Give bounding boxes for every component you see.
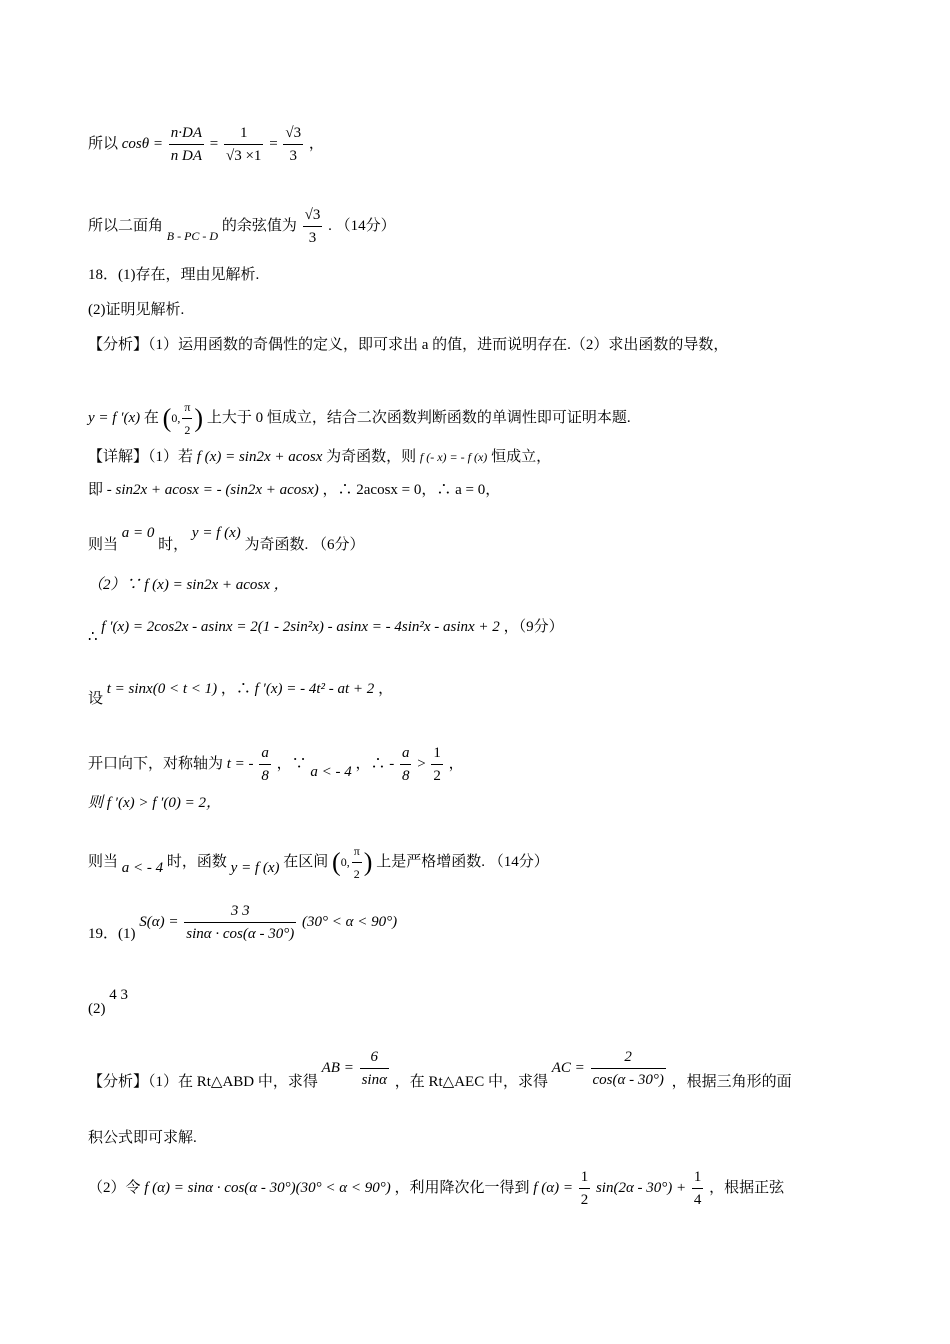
math: = bbox=[269, 135, 278, 152]
paren-close: ) bbox=[194, 403, 204, 433]
text: ， bbox=[308, 135, 324, 152]
fraction-numerator: 3 3 bbox=[230, 903, 250, 919]
line-cos-theta bbox=[88, 122, 324, 167]
fraction-numerator: 6 bbox=[370, 1049, 379, 1065]
fraction-numerator: √3 bbox=[285, 125, 302, 141]
text: 设 bbox=[88, 691, 104, 707]
line-detail-3 bbox=[88, 522, 365, 556]
line-area-formula: 积公式即可求解. bbox=[88, 1130, 197, 1146]
fraction-denominator: 2 bbox=[352, 862, 362, 885]
radicand: 3 bbox=[312, 207, 321, 223]
fraction bbox=[591, 1046, 666, 1091]
text: (2) bbox=[88, 1001, 106, 1017]
text: （2）令 bbox=[88, 1179, 141, 1196]
fraction-denominator: 3 bbox=[303, 226, 323, 249]
text: 则当 bbox=[88, 853, 119, 870]
line-analysis-1: 【分析】（1）运用函数的奇偶性的定义，即可求出 a 的值，进而说明存在.（2）求出函数的导数， bbox=[88, 337, 729, 353]
text: 【分析】（1）在 Rt△ABD 中，求得 bbox=[88, 1073, 318, 1090]
line-derivative-interval bbox=[88, 396, 631, 441]
math: a < - 4 bbox=[121, 859, 164, 876]
text: 所以 bbox=[88, 135, 119, 152]
math: y = f ′(x) bbox=[88, 409, 141, 426]
fraction-numerator: π bbox=[184, 400, 191, 414]
fraction bbox=[400, 742, 412, 787]
radicand: 3 ×1 bbox=[234, 148, 262, 164]
line-conclusion bbox=[88, 840, 549, 885]
math: AB = bbox=[321, 1059, 354, 1076]
math: - sin2x + acosx = - (sin2x + acosx) bbox=[106, 482, 319, 498]
line-part2-start: （2）∵ f (x) = sin2x + acosx ， bbox=[88, 577, 289, 593]
text: ，利用降次化一得到 bbox=[394, 1179, 530, 1196]
math: y = f (x) bbox=[230, 859, 280, 876]
line-18-1: 18．(1)存在，理由见解析. bbox=[88, 267, 260, 283]
fraction bbox=[283, 122, 303, 167]
text: 时， bbox=[158, 537, 189, 553]
math: 0, bbox=[340, 854, 350, 869]
text: ，∵ bbox=[276, 755, 307, 772]
paren-open: ( bbox=[332, 847, 341, 877]
fraction bbox=[360, 1046, 389, 1091]
text: ，∴ 2acosx = 0，∴ a = 0， bbox=[322, 482, 501, 498]
text: ∴ bbox=[88, 629, 98, 645]
fraction-denominator: 8 bbox=[400, 764, 412, 787]
fraction bbox=[431, 742, 443, 787]
math: > bbox=[417, 755, 426, 772]
line-axis bbox=[88, 742, 464, 787]
text: 在 bbox=[143, 409, 159, 426]
text: ，（9分） bbox=[503, 619, 564, 635]
text: ，根据三角形的面 bbox=[671, 1073, 792, 1090]
text: ，在 Rt△AEC 中，求得 bbox=[394, 1073, 548, 1090]
fraction-denominator: 2 bbox=[431, 764, 443, 787]
text: 恒成立， bbox=[491, 449, 552, 465]
line-part2-19 bbox=[88, 1166, 784, 1211]
text: ， bbox=[448, 755, 464, 772]
fraction-numerator: 1 bbox=[580, 1169, 589, 1185]
text: 上是严格增函数. （14分） bbox=[376, 853, 549, 870]
paren-open: ( bbox=[162, 403, 172, 433]
text: 为奇函数，则 bbox=[326, 449, 417, 465]
fraction-numerator: a bbox=[401, 745, 410, 761]
fraction bbox=[692, 1166, 704, 1211]
fraction bbox=[579, 1166, 591, 1211]
math: B - PC - D bbox=[166, 228, 219, 243]
math: 0, bbox=[171, 410, 181, 425]
fraction-numerator: 1 bbox=[239, 125, 248, 141]
math: f ′(x) = - 4t² - at + 2 bbox=[254, 681, 375, 697]
fraction bbox=[303, 204, 323, 249]
line-analysis-19 bbox=[88, 1046, 792, 1093]
fraction-denominator: 2 bbox=[579, 1188, 591, 1211]
math: f ′(x) = 2cos2x - asinx = 2(1 - 2sin²x) - asinx = - 4sin²x - asinx + 2 bbox=[101, 619, 500, 635]
text: 时，函数 bbox=[166, 853, 227, 870]
paren-close: ) bbox=[363, 847, 373, 877]
text: ，根据正弦 bbox=[709, 1179, 785, 1196]
fraction-denominator: sinα bbox=[360, 1068, 389, 1091]
fraction bbox=[169, 122, 204, 167]
line-18-2: (2)证明见解析. bbox=[88, 302, 185, 318]
fraction-denominator: 3 bbox=[283, 144, 303, 167]
fraction-denominator: n DA bbox=[169, 144, 204, 167]
line-inequality: 则 f ′(x) > f ′(0) = 2， bbox=[88, 795, 222, 811]
math: t = - bbox=[226, 755, 254, 772]
text: 【详解】（1）若 bbox=[88, 449, 194, 465]
text: ，∴ bbox=[220, 681, 251, 697]
line-detail-1 bbox=[88, 446, 551, 468]
line-dihedral bbox=[88, 204, 396, 249]
fraction-denominator: √3 ×1 bbox=[224, 144, 263, 167]
math: 4 3 bbox=[109, 987, 128, 1003]
text: . （14分） bbox=[328, 217, 396, 234]
line-detail-2 bbox=[88, 479, 500, 501]
text: ， bbox=[378, 681, 394, 697]
line-substitution bbox=[88, 678, 393, 710]
fraction-denominator: 2 bbox=[182, 418, 192, 441]
fraction bbox=[352, 840, 362, 885]
fraction-numerator: n·DA bbox=[170, 125, 203, 141]
math: = bbox=[209, 135, 219, 152]
fraction bbox=[182, 396, 192, 441]
text: 开口向下，对称轴为 bbox=[88, 755, 224, 772]
math: sin(2α - 30°) + bbox=[595, 1179, 687, 1196]
math: y = f (x) bbox=[191, 525, 241, 541]
math: f (α) = bbox=[533, 1179, 573, 1196]
line-19-2 bbox=[88, 984, 128, 1020]
fraction-numerator: 1 bbox=[693, 1169, 702, 1185]
fraction-numerator: π bbox=[353, 844, 360, 858]
math: f (- x) = - f (x) bbox=[419, 450, 488, 464]
text: 19．(1) bbox=[88, 925, 136, 942]
math: a < - 4 bbox=[310, 763, 352, 780]
text: 的余弦值为 bbox=[221, 217, 297, 234]
text: 所以二面角 bbox=[88, 217, 164, 234]
text: 在区间 bbox=[283, 853, 329, 870]
fraction-denominator: 4 bbox=[692, 1188, 704, 1211]
fraction-denominator: sinα · cos(α - 30°) bbox=[184, 922, 296, 945]
fraction-denominator: cos(α - 30°) bbox=[591, 1068, 666, 1091]
text: 即 bbox=[88, 482, 104, 498]
math: AC = bbox=[551, 1059, 585, 1076]
math: t = sinx(0 < t < 1) bbox=[106, 681, 218, 697]
fraction-numerator: 2 bbox=[624, 1049, 632, 1065]
fraction-denominator: 8 bbox=[259, 764, 271, 787]
fraction-numerator: 1 bbox=[433, 745, 441, 761]
math: f (α) = sinα · cos(α - 30°)(30° < α < 90°) bbox=[144, 1179, 391, 1196]
fraction-numerator: √3 bbox=[304, 207, 321, 223]
math: (30° < α < 90°) bbox=[301, 913, 398, 930]
text: 则当 bbox=[88, 537, 119, 553]
text: 上大于 0 恒成立，结合二次函数判断函数的单调性即可证明本题. bbox=[206, 409, 631, 426]
math: S(α) = bbox=[139, 913, 179, 930]
text: ，∴ - bbox=[355, 755, 395, 772]
math: f (x) = sin2x + acosx bbox=[196, 449, 323, 465]
fraction-numerator: a bbox=[261, 745, 269, 761]
fraction bbox=[184, 900, 296, 945]
text: 为奇函数. （6分） bbox=[244, 537, 365, 553]
fraction bbox=[259, 742, 271, 787]
fraction bbox=[224, 122, 263, 167]
math: a = 0 bbox=[121, 525, 155, 541]
line-19-1 bbox=[88, 900, 397, 945]
radicand: 3 bbox=[293, 125, 302, 141]
math: cosθ = bbox=[121, 135, 164, 152]
line-derivative bbox=[88, 616, 564, 648]
